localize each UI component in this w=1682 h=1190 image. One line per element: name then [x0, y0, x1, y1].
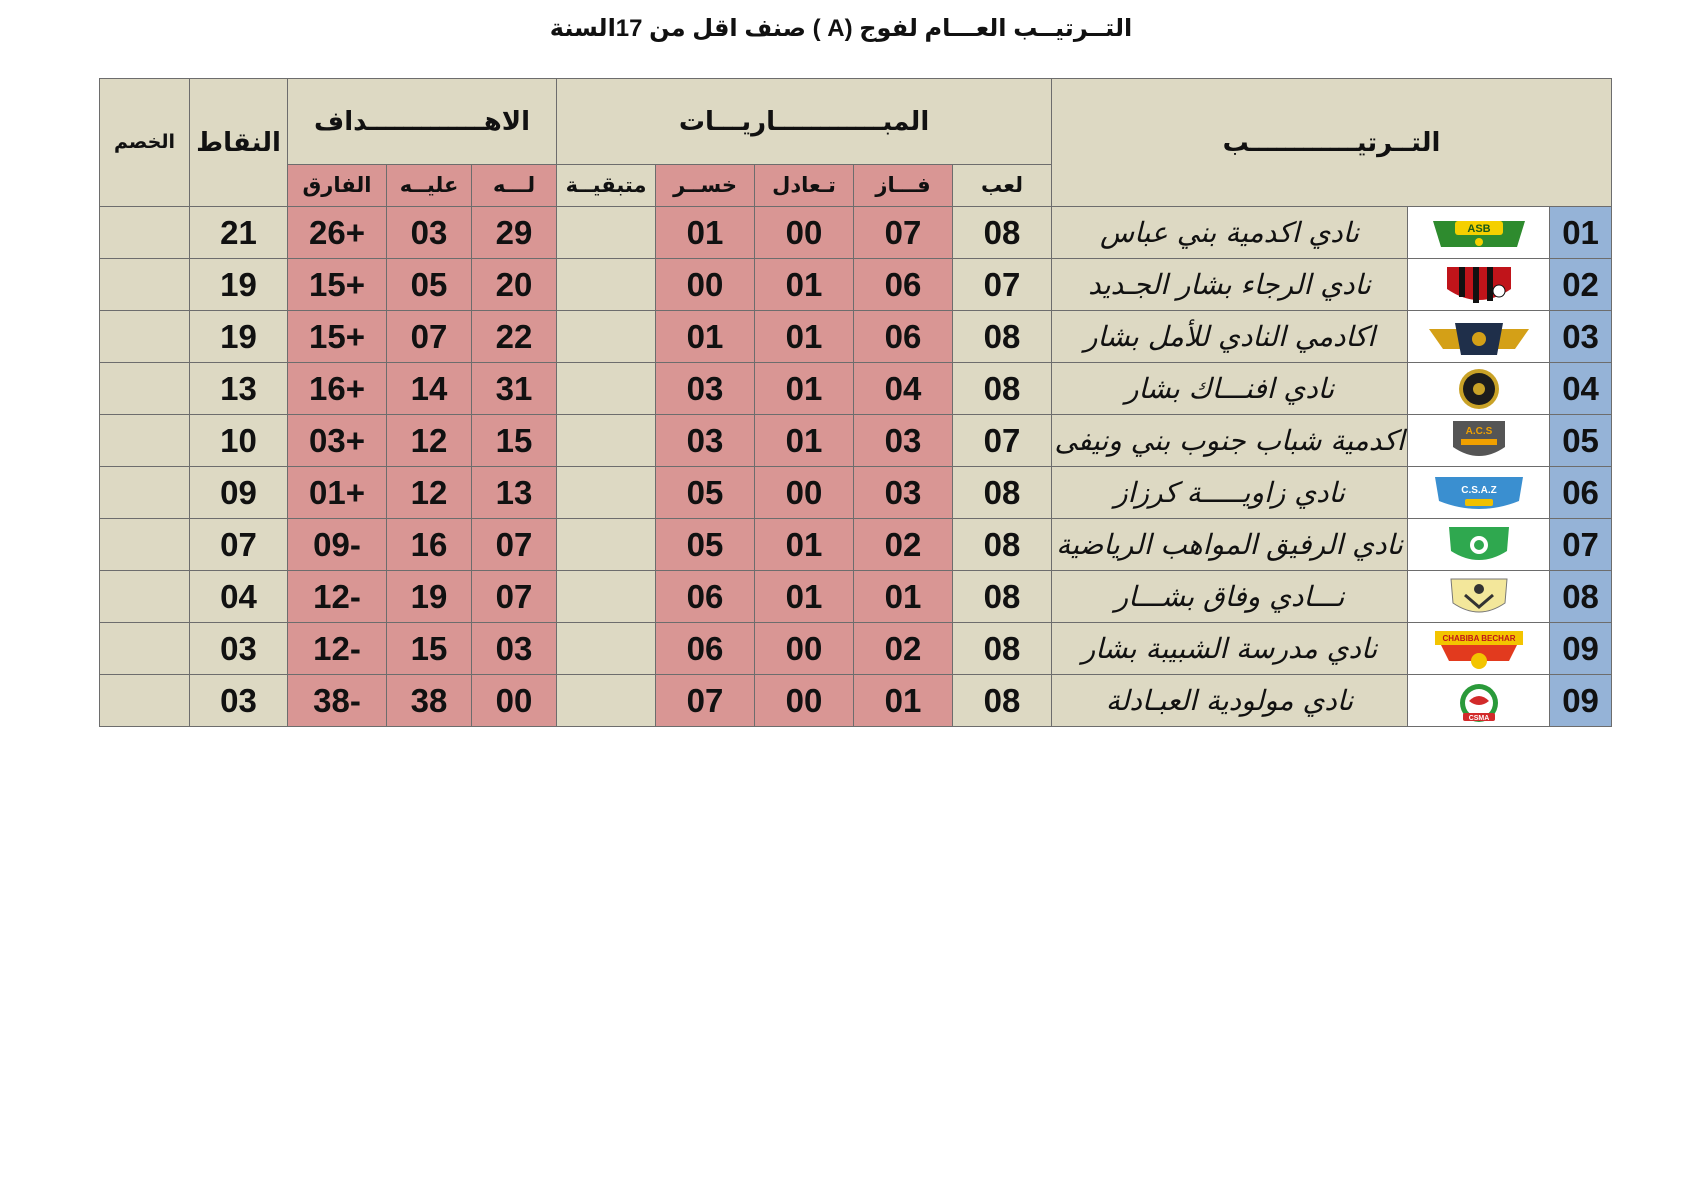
- deduction-cell: [100, 623, 190, 675]
- played-cell: 07: [953, 259, 1052, 311]
- header-remaining: متبقيــة: [557, 165, 656, 207]
- goals-against-cell: 19: [387, 571, 472, 623]
- table-row: [100, 623, 1612, 675]
- won-cell: 06: [854, 259, 953, 311]
- svg-text:C.S.A.Z: C.S.A.Z: [1460, 484, 1497, 496]
- deduction-cell: [100, 259, 190, 311]
- played-cell: 08: [953, 623, 1052, 675]
- remaining-cell: [557, 363, 656, 415]
- goals-against-cell: 12: [387, 467, 472, 519]
- played-cell: 08: [953, 467, 1052, 519]
- won-cell: 02: [854, 519, 953, 571]
- points-cell: 10: [190, 415, 288, 467]
- rank-cell: 02: [1550, 259, 1612, 311]
- won-cell: 02: [854, 623, 953, 675]
- svg-text:CSMA: CSMA: [1468, 714, 1489, 722]
- goals-against-cell: 16: [387, 519, 472, 571]
- lost-cell: 05: [656, 467, 755, 519]
- deduction-cell: [100, 363, 190, 415]
- remaining-cell: [557, 623, 656, 675]
- points-cell: 07: [190, 519, 288, 571]
- club-name-cell: نادي مدرسة الشبيبة بشار: [1052, 623, 1408, 675]
- deduction-cell: [100, 467, 190, 519]
- goal-diff-cell: -38: [288, 675, 387, 727]
- won-cell: 01: [854, 675, 953, 727]
- goals-for-cell: 20: [472, 259, 557, 311]
- won-cell: 04: [854, 363, 953, 415]
- header-goals: الاهـــــــــــــداف: [288, 79, 557, 165]
- played-cell: 08: [953, 571, 1052, 623]
- played-cell: 08: [953, 675, 1052, 727]
- goals-against-cell: 12: [387, 415, 472, 467]
- drawn-cell: 00: [755, 207, 854, 259]
- goal-diff-cell: +26: [288, 207, 387, 259]
- goals-for-cell: 07: [472, 519, 557, 571]
- header-matches: المبــــــــــــاريـــات: [557, 79, 1052, 165]
- club-name-cell: اكدمية شباب جنوب بني ونيفى: [1052, 415, 1408, 467]
- goal-diff-cell: -09: [288, 519, 387, 571]
- won-cell: 07: [854, 207, 953, 259]
- logo-cell: [1408, 675, 1550, 727]
- goal-diff-cell: +01: [288, 467, 387, 519]
- deduction-cell: [100, 311, 190, 363]
- lost-cell: 06: [656, 623, 755, 675]
- won-cell: 03: [854, 467, 953, 519]
- rank-cell: 07: [1550, 519, 1612, 571]
- logo-cell: [1408, 623, 1550, 675]
- table-row: [100, 519, 1612, 571]
- won-cell: 01: [854, 571, 953, 623]
- lost-cell: 03: [656, 363, 755, 415]
- deduction-cell: [100, 207, 190, 259]
- club-name-cell: نادي افنـــاك بشار: [1052, 363, 1408, 415]
- goals-against-cell: 14: [387, 363, 472, 415]
- points-cell: 03: [190, 675, 288, 727]
- goals-for-cell: 31: [472, 363, 557, 415]
- deduction-cell: [100, 519, 190, 571]
- logo-cell: [1408, 363, 1550, 415]
- standings-body: [100, 207, 1612, 727]
- page-title: التــرتيــب العـــام لفوج (A ) صنف اقل من 17السنة: [549, 15, 1133, 42]
- club-name-cell: نادي مولودية العبـادلة: [1052, 675, 1408, 727]
- goal-diff-cell: +16: [288, 363, 387, 415]
- header-goals-against: عليــه: [387, 165, 472, 207]
- goals-against-cell: 07: [387, 311, 472, 363]
- header-lost: خســر: [656, 165, 755, 207]
- table-row: [100, 467, 1612, 519]
- goal-diff-cell: +15: [288, 259, 387, 311]
- table-row: [100, 571, 1612, 623]
- goals-against-cell: 38: [387, 675, 472, 727]
- drawn-cell: 01: [755, 363, 854, 415]
- club-name-cell: نادي الرجاء بشار الجـديد: [1052, 259, 1408, 311]
- rank-cell: 03: [1550, 311, 1612, 363]
- header-won: فـــاز: [854, 165, 953, 207]
- svg-text:CHABIBA BECHAR: CHABIBA BECHAR: [1442, 633, 1516, 643]
- acs-logo: [1425, 419, 1533, 463]
- rank-cell: 08: [1550, 571, 1612, 623]
- goals-for-cell: 13: [472, 467, 557, 519]
- deduction-cell: [100, 571, 190, 623]
- csma-logo: [1425, 679, 1533, 723]
- lost-cell: 01: [656, 207, 755, 259]
- logo-cell: [1408, 311, 1550, 363]
- rafik-logo: [1425, 523, 1533, 567]
- goals-for-cell: 15: [472, 415, 557, 467]
- lost-cell: 06: [656, 571, 755, 623]
- header-drawn: تـعادل: [755, 165, 854, 207]
- logo-cell: [1408, 259, 1550, 311]
- goals-against-cell: 05: [387, 259, 472, 311]
- club-name-cell: نادي الرفيق المواهب الرياضية: [1052, 519, 1408, 571]
- lost-cell: 03: [656, 415, 755, 467]
- drawn-cell: 01: [755, 415, 854, 467]
- rank-cell: 06: [1550, 467, 1612, 519]
- club-name-cell: نادي اكدمية بني عباس: [1052, 207, 1408, 259]
- deduction-cell: [100, 675, 190, 727]
- goals-for-cell: 03: [472, 623, 557, 675]
- lost-cell: 00: [656, 259, 755, 311]
- drawn-cell: 01: [755, 519, 854, 571]
- header-goals-for: لـــه: [472, 165, 557, 207]
- remaining-cell: [557, 415, 656, 467]
- played-cell: 08: [953, 519, 1052, 571]
- logo-cell: [1408, 519, 1550, 571]
- goals-for-cell: 29: [472, 207, 557, 259]
- points-cell: 19: [190, 259, 288, 311]
- won-cell: 06: [854, 311, 953, 363]
- wifak-logo: [1425, 575, 1533, 619]
- rank-cell: 09: [1550, 623, 1612, 675]
- rank-cell: 05: [1550, 415, 1612, 467]
- goals-for-cell: 07: [472, 571, 557, 623]
- logo-cell: [1408, 467, 1550, 519]
- standings-table: [99, 78, 1612, 727]
- chabiba-logo: [1425, 627, 1533, 671]
- points-cell: 03: [190, 623, 288, 675]
- goal-diff-cell: +03: [288, 415, 387, 467]
- goal-diff-cell: +15: [288, 311, 387, 363]
- header-deduction: الخصم: [100, 79, 190, 207]
- played-cell: 08: [953, 311, 1052, 363]
- lost-cell: 01: [656, 311, 755, 363]
- won-cell: 03: [854, 415, 953, 467]
- points-cell: 19: [190, 311, 288, 363]
- remaining-cell: [557, 259, 656, 311]
- asb-logo: [1425, 211, 1533, 255]
- drawn-cell: 01: [755, 571, 854, 623]
- club-name-cell: اكادمي النادي للأمل بشار: [1052, 311, 1408, 363]
- table-row: [100, 363, 1612, 415]
- svg-text:A.C.S: A.C.S: [1465, 425, 1492, 437]
- header-goal-diff: الفارق: [288, 165, 387, 207]
- goals-for-cell: 00: [472, 675, 557, 727]
- played-cell: 07: [953, 415, 1052, 467]
- drawn-cell: 00: [755, 675, 854, 727]
- logo-cell: [1408, 571, 1550, 623]
- table-row: [100, 311, 1612, 363]
- remaining-cell: [557, 311, 656, 363]
- remaining-cell: [557, 207, 656, 259]
- points-cell: 04: [190, 571, 288, 623]
- rank-cell: 04: [1550, 363, 1612, 415]
- rank-cell: 01: [1550, 207, 1612, 259]
- club-name-cell: نـــادي وفاق بشـــار: [1052, 571, 1408, 623]
- goals-against-cell: 15: [387, 623, 472, 675]
- remaining-cell: [557, 571, 656, 623]
- points-cell: 09: [190, 467, 288, 519]
- logo-cell: [1408, 207, 1550, 259]
- table-row: [100, 675, 1612, 727]
- drawn-cell: 01: [755, 311, 854, 363]
- drawn-cell: 00: [755, 623, 854, 675]
- remaining-cell: [557, 467, 656, 519]
- amal-logo: [1425, 315, 1533, 359]
- deduction-cell: [100, 415, 190, 467]
- header-ranking: التــرتيــــــــــــب: [1052, 79, 1612, 207]
- lost-cell: 05: [656, 519, 755, 571]
- goal-diff-cell: -12: [288, 571, 387, 623]
- csaz-logo: [1425, 471, 1533, 515]
- svg-text:ASB: ASB: [1466, 222, 1491, 235]
- played-cell: 08: [953, 207, 1052, 259]
- drawn-cell: 00: [755, 467, 854, 519]
- goals-for-cell: 22: [472, 311, 557, 363]
- lost-cell: 07: [656, 675, 755, 727]
- points-cell: 13: [190, 363, 288, 415]
- rank-cell: 09: [1550, 675, 1612, 727]
- table-row: [100, 259, 1612, 311]
- table-row: [100, 415, 1612, 467]
- header-played: لعب: [953, 165, 1052, 207]
- afnak-logo: [1425, 367, 1533, 411]
- logo-cell: [1408, 415, 1550, 467]
- points-cell: 21: [190, 207, 288, 259]
- goal-diff-cell: -12: [288, 623, 387, 675]
- drawn-cell: 01: [755, 259, 854, 311]
- club-name-cell: نادي زاويـــــة كرزاز: [1052, 467, 1408, 519]
- table-row: [100, 207, 1612, 259]
- header-points: النقاط: [190, 79, 288, 207]
- goals-against-cell: 03: [387, 207, 472, 259]
- remaining-cell: [557, 675, 656, 727]
- remaining-cell: [557, 519, 656, 571]
- raja-logo: [1425, 263, 1533, 307]
- played-cell: 08: [953, 363, 1052, 415]
